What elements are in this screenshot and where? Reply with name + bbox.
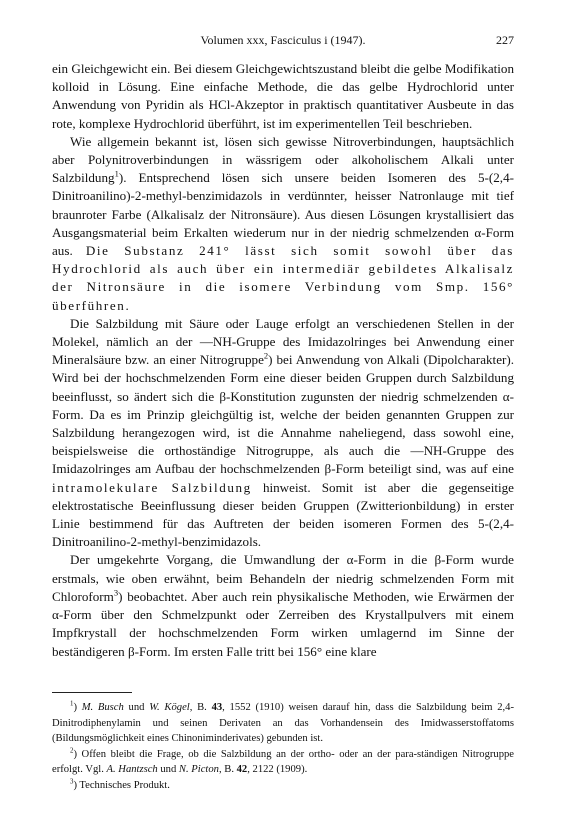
footnote-ref-1[interactable]: 1 (114, 168, 119, 179)
paragraph-3-text-c: hinweist. Somit ist aber die gegenseitige elektrostatische Beeinflussung dieser beiden Gruppen (Zwitterionbildung) in erster Linie bestimmend für das Auftreten der beiden isomeren Formen des 5-(2,4-Dinitroanilino-2-methyl-benzimidazols. (52, 479, 514, 550)
footnote-1-conjunction: und (123, 702, 150, 713)
footnote-2-author-1: A. Hantzsch (106, 764, 158, 775)
footnote-2-mark: 2 (70, 746, 74, 754)
footnote-3-text: Technisches Produkt. (76, 779, 170, 791)
footnote-rule (52, 692, 132, 693)
paragraph-2: Wie allgemein bekannt ist, lösen sich gewisse Nitroverbindungen, hauptsächlich aber Polynitroverbindungen in wässrigem oder alkoholischem Alkali unter Salzbildung$^1$). Entsprechend lösen sich unsere beiden Isomeren des 5-(2,4-Dinitroanilino)-2-methyl-benzimidazols in verdünnter, heisser Natronlauge mit tief braunroter Farbe (Alkalisalz der Nitronsäure). Aus diesen Lösungen krystallisiert das Ausgangsmaterial beim Erkalten wiederum nur in der niedrig schmelzenden α-Form aus. Die Substanz 241° lässt sich somit sowohl über das Hydrochlorid als auch über ein intermediär gebildetes Alkalisalz der Nitronsäure in die isomere Verbindung vom Smp. 156° überführen. (52, 133, 514, 313)
paragraph-4-text-b: ) beobachtet. Aber auch rein physikalische Methoden, wie Erwärmen der α-Form über den Schmelzpunkt oder Zerreiben des Krystallpulvers mit einem Impfkrystall der hochschmelzenden Form wirken umlagernd im Sinne der beständigeren β-Form. Im ersten Falle tritt bei 156° eine klare (52, 588, 514, 659)
footnote-1-author-2: W. Kögel (149, 702, 190, 713)
footnote-1: $^1$) M. Busch und W. Kögel, B. 43, 1552 (1910) weisen darauf hin, dass die Salzbildung beim 2,4-Dinitrodiphenylamin und seinen Derivaten an das Vorhandensein des Imidwasserstoffatoms (Bildungsmöglichkeit eines Chinoniminderivates) gebunden ist. (52, 700, 515, 744)
footnote-2-text: Offen bleibt die Frage, ob die Salzbildung an der ortho- oder an der para-ständigen Nitrogruppe erfolgt. Vgl. (52, 748, 514, 775)
footnote-2-conjunction: und (157, 764, 179, 775)
paragraph-2-emphasis: Die Substanz 241° lässt sich somit sowohl über das Hydrochlorid als auch über ein intermediär gebildetes Alkalisalz der Nitronsäure in die isomere Verbindung vom Smp. 156° überführen. (52, 243, 514, 313)
footnote-2: $^2$) Offen bleibt die Frage, ob die Salzbildung an der ortho- oder an der para-ständigen Nitrogruppe erfolgt. Vgl. A. Hantzsch und N. Picton, B. 42, 2122 (1909). (52, 746, 514, 775)
footnote-1-volume: 43 (211, 702, 223, 713)
paragraph-3 (52, 315, 514, 552)
footnote-1-ref-a: , B. (189, 702, 212, 713)
journal-issue-title: Volumen xxx, Fasciculus i (1947). (200, 33, 366, 47)
footnote-1-mark: 1 (70, 700, 74, 708)
paragraph-3-text-a: Die Salzbildung mit Säure oder Lauge erfolgt an verschiedenen Stellen in der Molekel, nämlich an der —NH-Gruppe des Imidazolringes bei Anwendung einer Mineralsäure bzw. an einer Nitrogruppe (52, 315, 514, 368)
paragraph-1 (52, 60, 514, 133)
page-number: 227 (496, 33, 514, 47)
footnotes (52, 700, 514, 793)
paragraph-2-text-a: Wie allgemein bekannt ist, lösen sich gewisse Nitroverbindungen, hauptsächlich aber Polynitroverbindungen in wässrigem oder alkoholischem Alkali unter Salzbildung (52, 133, 514, 186)
footnote-2-volume: 42 (236, 764, 248, 775)
footnote-3-mark: 3 (70, 777, 74, 785)
footnote-ref-3[interactable]: 3 (113, 587, 119, 598)
footnote-3: $^3$) Technisches Produkt. (70, 777, 170, 791)
footnote-ref-2[interactable]: 2 (263, 350, 269, 361)
footnote-2-author-2: N. Picton (178, 764, 219, 775)
paragraph-1-text: ein Gleichgewicht ein. Bei diesem Gleichgewichtszustand bleibt die gelbe Modifikation kolloid in Lösung. Eine einfache Methode, die das gelbe Hydrochlorid unter Anwendung von Pyridin als HCl-Akzeptor in praktisch quantitativer Ausbeute in das rote, komplexe Hydrochlorid überführt, ist im experimentellen Teil beschrieben. (52, 61, 514, 131)
footnote-1-author-1: M. Busch (81, 702, 124, 713)
paragraph-4-text-a: Der umgekehrte Vorgang, die Umwandlung der α-Form in die β-Form wurde erstmals, wie oben erwähnt, beim Behandeln der niedrig schmelzenden Form mit Chloroform (52, 552, 514, 604)
paragraph-3-text-b: ) bei Anwendung von Alkali (Dipolcharakter). Wird bei der hochschmelzenden Form eine dieser beiden Gruppen durch Salzbildung beeinflusst, so ändert sich die β-Konstitution zugunsten der niedrig schmelzenden α-Form. Da es im Prinzip gleichgültig ist, welche der beiden genannten Gruppen zur Salzbildung herangezogen wird, ist die Annahme naheliegend, dass sowohl eine, beispielsweise die orthoständige Nitrogruppe, als auch die —NH-Gruppe des Imidazolringes am Aufbau der hochschmelzenden β-Form beteiligt sind, was auf eine (52, 352, 514, 477)
main-text (52, 60, 514, 661)
footnote-1-ref-b: , 1552 (1910) weisen darauf hin, dass die Salzbildung beim 2,4-Dinitrodiphenylamin und seinen Derivaten an das Vorhandensein des Imidwasserstoffatoms (Bildungsmöglichkeit eines Chinoniminderivates) gebunden ist. (52, 702, 515, 744)
paragraph-3-emphasis: intramolekulare Salzbildung (52, 479, 252, 495)
paragraph-4 (52, 551, 514, 660)
paragraph-2-text-b: . Entsprechend lösen sich unsere beiden Isomeren des 5-(2,4-Dinitroanilino)-2-methyl-benzimidazols in verdünnter, heisser Natronlauge mit tief braunroter Farbe (Alkalisalz der Nitronsäure). Aus diesen Lösungen krystallisiert das Ausgangsmaterial beim Erkalten wiederum nur in der niedrig schmelzenden α-Form aus. (52, 170, 514, 259)
footnote-2-ref-b: , 2122 (1909). (247, 764, 308, 775)
running-head (52, 32, 514, 48)
footnote-2-ref-a: , B. (218, 764, 237, 775)
